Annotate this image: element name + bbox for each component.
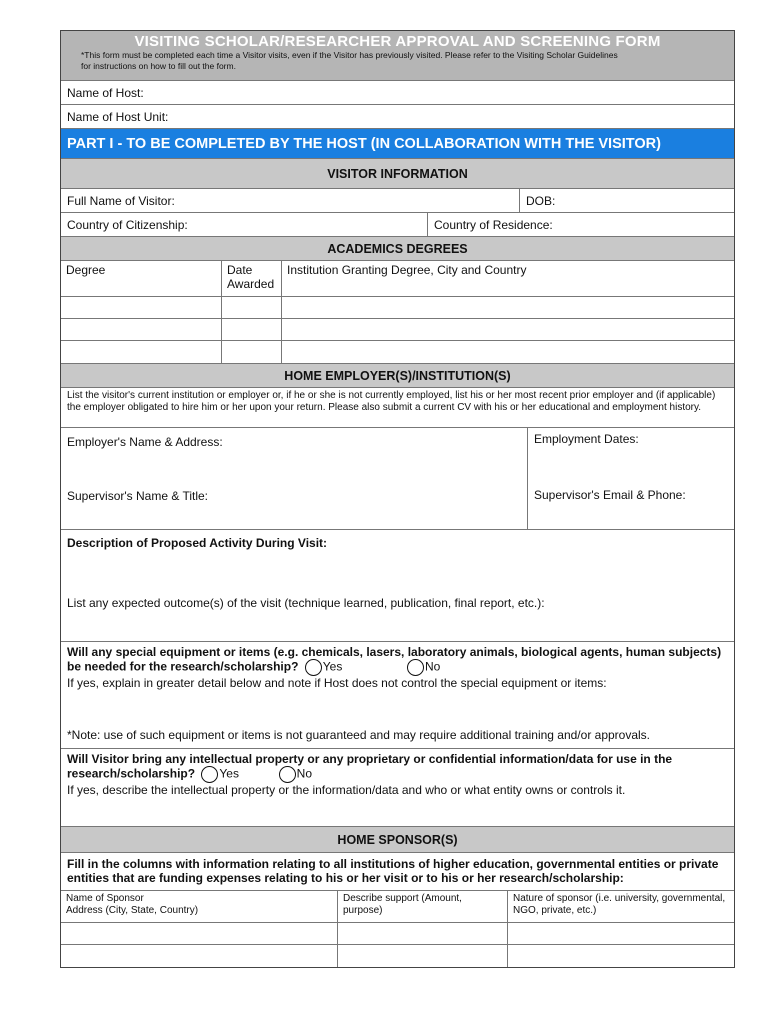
degree-cell[interactable] <box>61 319 222 341</box>
host-unit-field[interactable] <box>61 105 734 129</box>
ip-no-label: No <box>296 766 313 781</box>
equipment-question-block <box>61 642 734 749</box>
employer-name-address-label: Employer's Name & Address: <box>67 435 223 449</box>
date-awarded-cell[interactable] <box>222 297 282 319</box>
ip-question: Will Visitor bring any intellectual property or any proprietary or confidential information/data for use in the research/scholarship? <box>67 752 673 781</box>
host-name-field[interactable] <box>61 81 734 105</box>
degree-col-header: Degree <box>61 261 222 297</box>
sponsor-title: HOME SPONSOR(S) <box>337 832 458 847</box>
activity-block[interactable] <box>61 530 734 642</box>
date-awarded-col-header: Date Awarded <box>222 261 282 297</box>
date-awarded-cell[interactable] <box>222 341 282 363</box>
degrees-table <box>61 261 734 364</box>
visitor-full-name-label: Full Name of Visitor: <box>67 194 175 208</box>
citizenship-field[interactable] <box>61 213 427 236</box>
employer-name-address-field[interactable] <box>61 428 527 529</box>
institution-col-header: Institution Granting Degree, City and Country <box>282 261 734 297</box>
supervisor-contact-label: Supervisor's Email & Phone: <box>534 488 686 502</box>
residence-label: Country of Residence: <box>434 218 553 232</box>
visitor-country-row <box>61 213 734 237</box>
sponsor-instructions: Fill in the columns with information relating to all institutions of higher education, governmental entities or private entities that are funding expenses relating to his or her visit or to his or her research/scholarship: <box>61 853 734 891</box>
institution-cell[interactable] <box>282 319 734 341</box>
form-note-line2: for instructions on how to fill out the form. <box>81 61 236 71</box>
sponsor-nature-cell[interactable] <box>508 923 734 945</box>
form-header <box>61 31 734 81</box>
institution-cell[interactable] <box>282 297 734 319</box>
degree-cell[interactable] <box>61 297 222 319</box>
employer-instructions: List the visitor's current institution or employer or, if he or she is not currently employed, list his or her most recent prior employer and (if applicable) the employer obligated to hire him or her upon your return. Please also submit a current CV with his or her educational and employment history. <box>61 388 734 428</box>
employer-section <box>61 364 734 388</box>
ip-yes-label: Yes <box>219 766 239 781</box>
residence-field[interactable] <box>427 213 734 236</box>
sponsor-name-cell[interactable] <box>61 923 338 945</box>
sponsor-nature-cell[interactable] <box>508 945 734 967</box>
visitor-dob-label: DOB: <box>526 194 556 208</box>
equipment-yes-radio[interactable] <box>305 659 322 676</box>
equipment-note: *Note: use of such equipment or items is not guaranteed and may require additional training and/or approvals. <box>67 728 651 742</box>
equipment-no-label: No <box>425 659 441 674</box>
ip-no-radio[interactable] <box>279 766 296 783</box>
degree-cell[interactable] <box>61 341 222 363</box>
visitor-dob-field[interactable] <box>519 189 734 212</box>
part1-heading <box>61 129 734 159</box>
employer-block <box>61 428 734 530</box>
visiting-scholar-form <box>60 30 735 968</box>
sponsor-name-col-label: Name of Sponsor <box>66 893 144 904</box>
academics-title: ACADEMICS DEGREES <box>327 241 468 256</box>
employment-dates-label: Employment Dates: <box>534 432 639 446</box>
equipment-question: Will any special equipment or items (e.g. chemicals, lasers, laboratory animals, biological agents, human subjects) be needed for the research/scholarship? <box>67 645 722 674</box>
supervisor-name-label: Supervisor's Name & Title: <box>67 489 209 503</box>
part1-title: PART I - TO BE COMPLETED BY THE HOST (IN COLLABORATION WITH THE VISITOR) <box>67 135 661 152</box>
sponsor-table <box>61 891 734 967</box>
form-note-line1: *This form must be completed each time a Visitor visits, even if the Visitor has previously visited. Please refer to the Visiting Scholar Guidelines <box>81 50 618 60</box>
employment-dates-field[interactable] <box>527 428 734 529</box>
institution-cell[interactable] <box>282 341 734 363</box>
sponsor-nature-col-header: Nature of sponsor (i.e. university, governmental, NGO, private, etc.) <box>508 891 734 923</box>
equipment-yes-label: Yes <box>322 659 343 674</box>
ip-yes-radio[interactable] <box>201 766 218 783</box>
form-title: VISITING SCHOLAR/RESEARCHER APPROVAL AND SCREENING FORM <box>134 33 661 50</box>
visitor-name-row <box>61 189 734 213</box>
academics-section <box>61 237 734 261</box>
activity-description-label: Description of Proposed Activity During Visit: <box>67 536 328 550</box>
sponsor-support-cell[interactable] <box>338 923 508 945</box>
employer-title: HOME EMPLOYER(S)/INSTITUTION(S) <box>284 368 511 383</box>
visitor-info-title: VISITOR INFORMATION <box>327 166 468 181</box>
sponsor-section <box>61 827 734 853</box>
visitor-full-name-field[interactable] <box>61 189 519 212</box>
sponsor-support-cell[interactable] <box>338 945 508 967</box>
ip-followup: If yes, describe the intellectual property or the information/data and who or what entity owns or controls it. <box>67 783 626 797</box>
date-awarded-cell[interactable] <box>222 319 282 341</box>
host-name-label: Name of Host: <box>67 85 144 100</box>
host-unit-label: Name of Host Unit: <box>67 109 169 124</box>
expected-outcomes-label: List any expected outcome(s) of the visit (technique learned, publication, final report, etc.): <box>67 596 545 610</box>
sponsor-address-col-label: Address (City, State, Country) <box>66 905 199 916</box>
citizenship-label: Country of Citizenship: <box>67 218 188 232</box>
sponsor-name-col-header <box>61 891 338 923</box>
sponsor-name-cell[interactable] <box>61 945 338 967</box>
equipment-followup: If yes, explain in greater detail below and note if Host does not control the special equipment or items: <box>67 676 607 690</box>
visitor-info-section <box>61 159 734 189</box>
equipment-no-radio[interactable] <box>407 659 424 676</box>
ip-question-block <box>61 749 734 827</box>
sponsor-support-col-header: Describe support (Amount, purpose) <box>338 891 508 923</box>
